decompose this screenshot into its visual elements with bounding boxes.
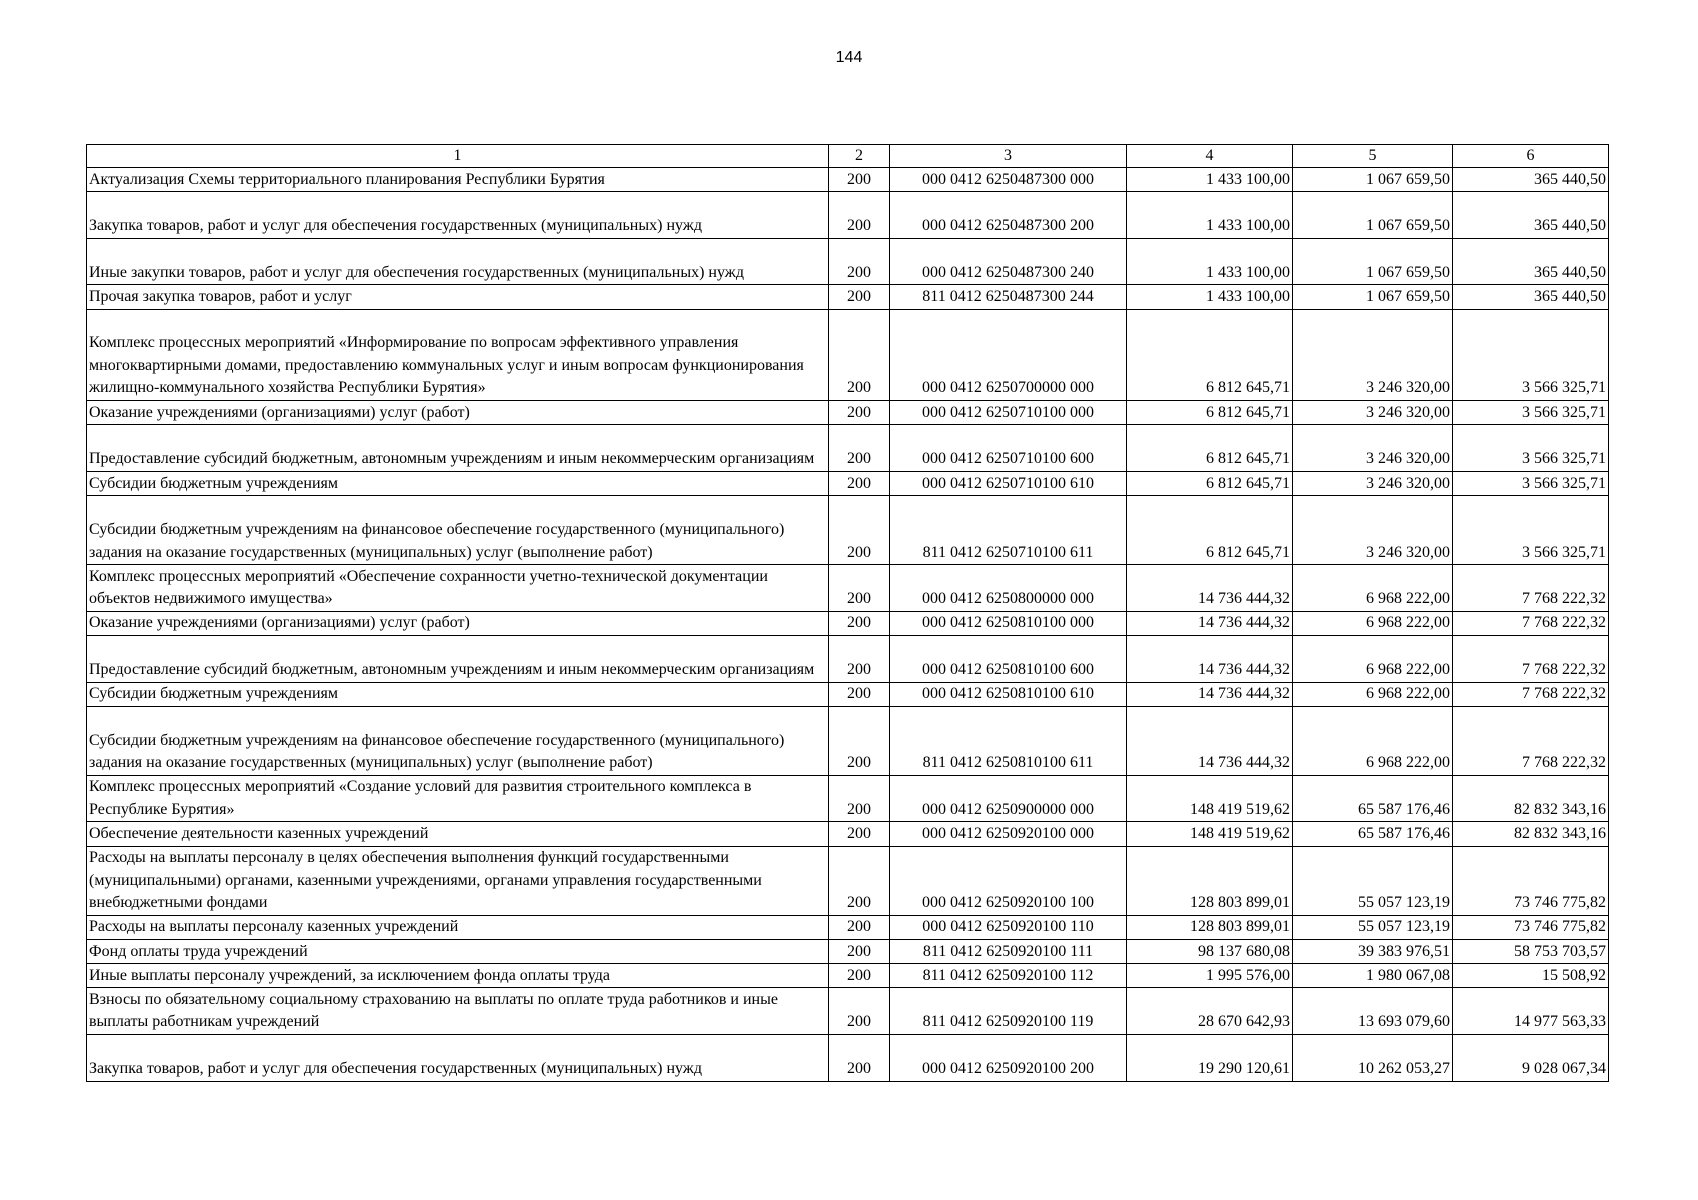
row-col6-cell: 58 753 703,57: [1453, 939, 1609, 963]
row-name-cell: Предоставление субсидий бюджетным, автономным учреждениям и иным некоммерческим организациям: [87, 635, 829, 682]
row-col5-cell: 39 383 976,51: [1293, 939, 1453, 963]
row-budget-code-cell: 000 0412 6250920100 200: [890, 1034, 1127, 1081]
row-name-cell: Оказание учреждениями (организациями) услуг (работ): [87, 400, 829, 424]
row-col5-cell: 3 246 320,00: [1293, 425, 1453, 472]
row-budget-code-cell: 811 0412 6250920100 119: [890, 988, 1127, 1035]
row-budget-code-cell: 000 0412 6250810100 000: [890, 611, 1127, 635]
row-col4-cell: 28 670 642,93: [1127, 988, 1293, 1035]
row-col6-cell: 3 566 325,71: [1453, 496, 1609, 565]
table-row: [87, 238, 1609, 285]
row-budget-code-cell: 000 0412 6250920100 100: [890, 846, 1127, 915]
row-col6-cell: 3 566 325,71: [1453, 400, 1609, 424]
table-row: [87, 822, 1609, 846]
row-col4-cell: 14 736 444,32: [1127, 565, 1293, 612]
row-col5-cell: 6 968 222,00: [1293, 682, 1453, 706]
row-name-cell: Закупка товаров, работ и услуг для обеспечения государственных (муниципальных) нужд: [87, 192, 829, 239]
table-body: [87, 168, 1609, 1082]
row-col5-cell: 1 067 659,50: [1293, 168, 1453, 192]
row-col4-cell: 6 812 645,71: [1127, 400, 1293, 424]
row-col4-cell: 1 433 100,00: [1127, 285, 1293, 309]
row-admin-code-cell: 200: [829, 939, 890, 963]
row-col5-cell: 3 246 320,00: [1293, 496, 1453, 565]
row-col4-cell: 14 736 444,32: [1127, 611, 1293, 635]
table-row: [87, 1034, 1609, 1081]
row-col6-cell: 3 566 325,71: [1453, 309, 1609, 400]
row-col5-cell: 1 067 659,50: [1293, 192, 1453, 239]
row-col4-cell: 1 433 100,00: [1127, 168, 1293, 192]
row-name-cell: Субсидии бюджетным учреждениям: [87, 471, 829, 495]
row-col4-cell: 148 419 519,62: [1127, 822, 1293, 846]
budget-table: [86, 144, 1609, 1082]
row-col6-cell: 3 566 325,71: [1453, 471, 1609, 495]
row-col5-cell: 13 693 079,60: [1293, 988, 1453, 1035]
row-budget-code-cell: 000 0412 6250710100 000: [890, 400, 1127, 424]
header-col-6: 6: [1453, 145, 1609, 168]
row-col6-cell: 365 440,50: [1453, 238, 1609, 285]
row-name-cell: Субсидии бюджетным учреждениям на финансовое обеспечение государственного (муниципального) задания на оказание государственных (муниципальных) услуг (выполнение работ): [87, 706, 829, 775]
row-budget-code-cell: 000 0412 6250800000 000: [890, 565, 1127, 612]
row-col5-cell: 1 980 067,08: [1293, 964, 1453, 988]
row-name-cell: Комплекс процессных мероприятий «Информирование по вопросам эффективного управления многоквартирными домами, предоставлению коммунальных услуг и иным вопросам функционирования жилищно-коммунального хозяйства Республики Бурятия»: [87, 309, 829, 400]
row-col4-cell: 128 803 899,01: [1127, 846, 1293, 915]
table-row: [87, 635, 1609, 682]
row-col6-cell: 73 746 775,82: [1453, 915, 1609, 939]
row-budget-code-cell: 811 0412 6250810100 611: [890, 706, 1127, 775]
row-col6-cell: 365 440,50: [1453, 168, 1609, 192]
row-name-cell: Закупка товаров, работ и услуг для обеспечения государственных (муниципальных) нужд: [87, 1034, 829, 1081]
row-col5-cell: 65 587 176,46: [1293, 822, 1453, 846]
row-col5-cell: 6 968 222,00: [1293, 706, 1453, 775]
row-col6-cell: 82 832 343,16: [1453, 822, 1609, 846]
table-row: [87, 400, 1609, 424]
row-admin-code-cell: 200: [829, 635, 890, 682]
row-admin-code-cell: 200: [829, 846, 890, 915]
row-col5-cell: 1 067 659,50: [1293, 285, 1453, 309]
row-admin-code-cell: 200: [829, 192, 890, 239]
table-row: [87, 425, 1609, 472]
row-admin-code-cell: 200: [829, 168, 890, 192]
row-admin-code-cell: 200: [829, 988, 890, 1035]
row-admin-code-cell: 200: [829, 425, 890, 472]
table-header: [87, 145, 1609, 168]
row-col4-cell: 98 137 680,08: [1127, 939, 1293, 963]
row-col5-cell: 6 968 222,00: [1293, 635, 1453, 682]
row-name-cell: Иные выплаты персоналу учреждений, за исключением фонда оплаты труда: [87, 964, 829, 988]
row-col6-cell: 15 508,92: [1453, 964, 1609, 988]
row-budget-code-cell: 000 0412 6250710100 610: [890, 471, 1127, 495]
row-budget-code-cell: 000 0412 6250700000 000: [890, 309, 1127, 400]
table-row: [87, 939, 1609, 963]
row-budget-code-cell: 000 0412 6250487300 240: [890, 238, 1127, 285]
row-col6-cell: 9 028 067,34: [1453, 1034, 1609, 1081]
row-budget-code-cell: 000 0412 6250487300 000: [890, 168, 1127, 192]
table-row: [87, 846, 1609, 915]
table-row: [87, 565, 1609, 612]
row-col4-cell: 14 736 444,32: [1127, 635, 1293, 682]
row-col4-cell: 14 736 444,32: [1127, 706, 1293, 775]
table-row: [87, 471, 1609, 495]
row-name-cell: Комплекс процессных мероприятий «Создание условий для развития строительного комплекса в Республике Бурятия»: [87, 775, 829, 822]
row-col4-cell: 128 803 899,01: [1127, 915, 1293, 939]
row-col4-cell: 6 812 645,71: [1127, 425, 1293, 472]
row-col4-cell: 148 419 519,62: [1127, 775, 1293, 822]
header-col-2: 2: [829, 145, 890, 168]
row-name-cell: Расходы на выплаты персоналу казенных учреждений: [87, 915, 829, 939]
row-col4-cell: 1 433 100,00: [1127, 238, 1293, 285]
row-col4-cell: 1 433 100,00: [1127, 192, 1293, 239]
row-col4-cell: 6 812 645,71: [1127, 496, 1293, 565]
row-col5-cell: 1 067 659,50: [1293, 238, 1453, 285]
row-col4-cell: 1 995 576,00: [1127, 964, 1293, 988]
table-row: [87, 496, 1609, 565]
row-name-cell: Обеспечение деятельности казенных учреждений: [87, 822, 829, 846]
row-admin-code-cell: 200: [829, 964, 890, 988]
row-name-cell: Расходы на выплаты персоналу в целях обеспечения выполнения функций государственными (муниципальными) органами, казенными учреждениями, органами управления государственными внебюджетными фондами: [87, 846, 829, 915]
row-col4-cell: 14 736 444,32: [1127, 682, 1293, 706]
row-budget-code-cell: 000 0412 6250900000 000: [890, 775, 1127, 822]
row-col4-cell: 19 290 120,61: [1127, 1034, 1293, 1081]
row-name-cell: Субсидии бюджетным учреждениям на финансовое обеспечение государственного (муниципального) задания на оказание государственных (муниципальных) услуг (выполнение работ): [87, 496, 829, 565]
page-number: 144: [835, 49, 863, 66]
table-row: [87, 964, 1609, 988]
row-col6-cell: 7 768 222,32: [1453, 635, 1609, 682]
table-row: [87, 775, 1609, 822]
row-col5-cell: 10 262 053,27: [1293, 1034, 1453, 1081]
row-name-cell: Фонд оплаты труда учреждений: [87, 939, 829, 963]
row-col5-cell: 55 057 123,19: [1293, 915, 1453, 939]
row-name-cell: Оказание учреждениями (организациями) услуг (работ): [87, 611, 829, 635]
row-budget-code-cell: 811 0412 6250710100 611: [890, 496, 1127, 565]
header-col-1: 1: [87, 145, 829, 168]
row-admin-code-cell: 200: [829, 915, 890, 939]
row-col5-cell: 3 246 320,00: [1293, 309, 1453, 400]
header-col-4: 4: [1127, 145, 1293, 168]
row-budget-code-cell: 000 0412 6250920100 000: [890, 822, 1127, 846]
row-col5-cell: 6 968 222,00: [1293, 611, 1453, 635]
row-name-cell: Субсидии бюджетным учреждениям: [87, 682, 829, 706]
row-admin-code-cell: 200: [829, 400, 890, 424]
row-admin-code-cell: 200: [829, 1034, 890, 1081]
row-admin-code-cell: 200: [829, 565, 890, 612]
row-admin-code-cell: 200: [829, 285, 890, 309]
row-admin-code-cell: 200: [829, 706, 890, 775]
row-col6-cell: 3 566 325,71: [1453, 425, 1609, 472]
row-col5-cell: 6 968 222,00: [1293, 565, 1453, 612]
row-col5-cell: 65 587 176,46: [1293, 775, 1453, 822]
row-name-cell: Прочая закупка товаров, работ и услуг: [87, 285, 829, 309]
table-row: [87, 192, 1609, 239]
row-admin-code-cell: 200: [829, 611, 890, 635]
row-admin-code-cell: 200: [829, 309, 890, 400]
row-admin-code-cell: 200: [829, 238, 890, 285]
row-admin-code-cell: 200: [829, 775, 890, 822]
row-budget-code-cell: 000 0412 6250487300 200: [890, 192, 1127, 239]
row-name-cell: Комплекс процессных мероприятий «Обеспечение сохранности учетно-технической документации объектов недвижимого имущества»: [87, 565, 829, 612]
row-col6-cell: 365 440,50: [1453, 285, 1609, 309]
row-col4-cell: 6 812 645,71: [1127, 471, 1293, 495]
row-admin-code-cell: 200: [829, 471, 890, 495]
row-name-cell: Предоставление субсидий бюджетным, автономным учреждениям и иным некоммерческим организациям: [87, 425, 829, 472]
row-col6-cell: 14 977 563,33: [1453, 988, 1609, 1035]
table-row: [87, 988, 1609, 1035]
row-col6-cell: 7 768 222,32: [1453, 682, 1609, 706]
table-row: [87, 706, 1609, 775]
row-admin-code-cell: 200: [829, 682, 890, 706]
row-name-cell: Актуализация Схемы территориального планирования Республики Бурятия: [87, 168, 829, 192]
row-admin-code-cell: 200: [829, 822, 890, 846]
row-admin-code-cell: 200: [829, 496, 890, 565]
row-col6-cell: 7 768 222,32: [1453, 706, 1609, 775]
row-col6-cell: 82 832 343,16: [1453, 775, 1609, 822]
row-name-cell: Иные закупки товаров, работ и услуг для обеспечения государственных (муниципальных) нужд: [87, 238, 829, 285]
table-row: [87, 309, 1609, 400]
row-budget-code-cell: 000 0412 6250710100 600: [890, 425, 1127, 472]
row-budget-code-cell: 811 0412 6250920100 111: [890, 939, 1127, 963]
row-budget-code-cell: 000 0412 6250920100 110: [890, 915, 1127, 939]
row-col5-cell: 3 246 320,00: [1293, 400, 1453, 424]
row-budget-code-cell: 000 0412 6250810100 600: [890, 635, 1127, 682]
header-row: [87, 145, 1609, 168]
row-budget-code-cell: 000 0412 6250810100 610: [890, 682, 1127, 706]
header-col-5: 5: [1293, 145, 1453, 168]
row-col4-cell: 6 812 645,71: [1127, 309, 1293, 400]
row-name-cell: Взносы по обязательному социальному страхованию на выплаты по оплате труда работников и иные выплаты работникам учреждений: [87, 988, 829, 1035]
row-col5-cell: 55 057 123,19: [1293, 846, 1453, 915]
row-budget-code-cell: 811 0412 6250920100 112: [890, 964, 1127, 988]
header-col-3: 3: [890, 145, 1127, 168]
row-col5-cell: 3 246 320,00: [1293, 471, 1453, 495]
row-col6-cell: 365 440,50: [1453, 192, 1609, 239]
row-col6-cell: 73 746 775,82: [1453, 846, 1609, 915]
table-row: [87, 168, 1609, 192]
table-row: [87, 915, 1609, 939]
row-col6-cell: 7 768 222,32: [1453, 565, 1609, 612]
table-row: [87, 285, 1609, 309]
row-col6-cell: 7 768 222,32: [1453, 611, 1609, 635]
table-row: [87, 611, 1609, 635]
table-row: [87, 682, 1609, 706]
row-budget-code-cell: 811 0412 6250487300 244: [890, 285, 1127, 309]
